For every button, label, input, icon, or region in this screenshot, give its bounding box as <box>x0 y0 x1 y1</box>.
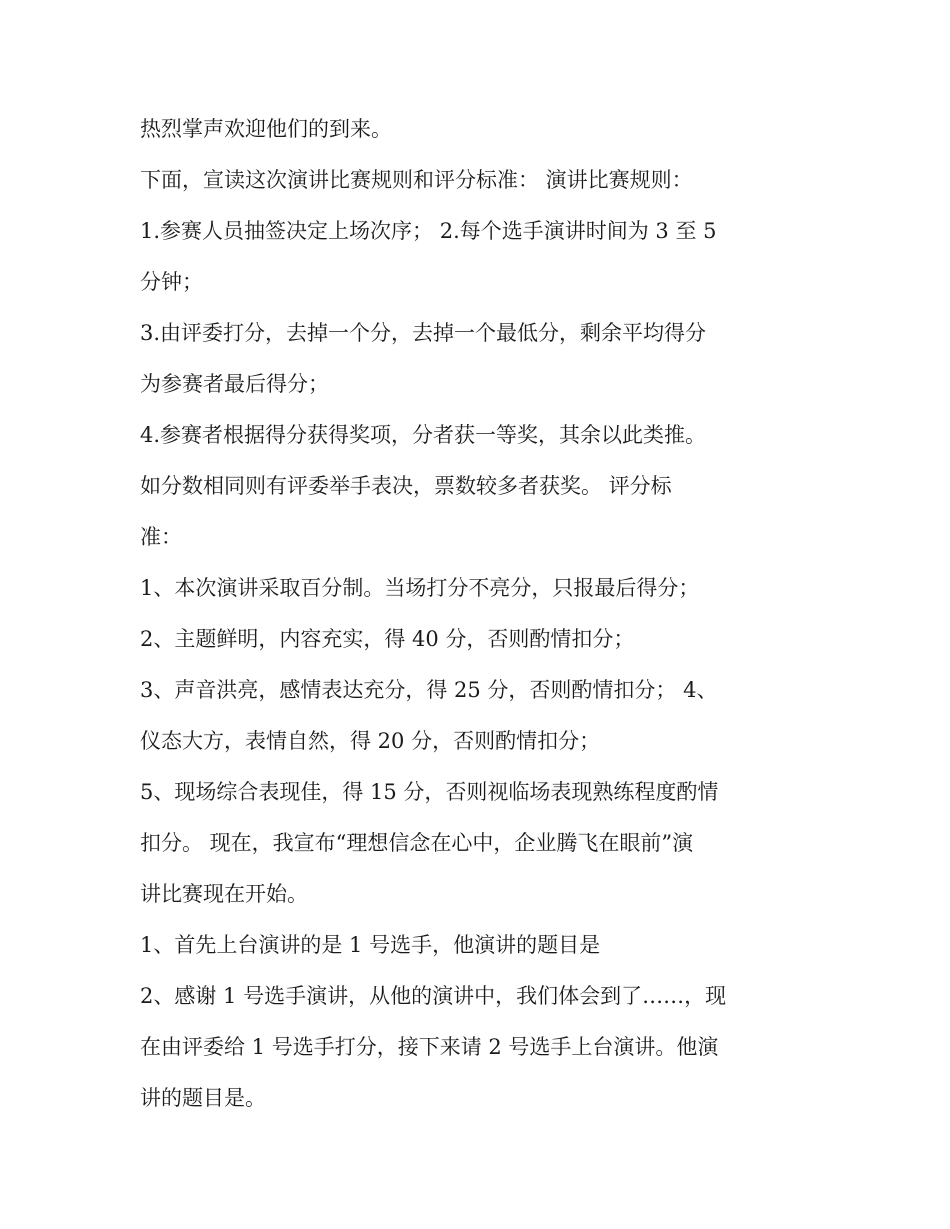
text-line: 为参赛者最后得分； <box>140 372 329 396</box>
text-line: 1.参赛人员抽签决定上场次序； 2.每个选手演讲时间为 3 至 5 <box>140 219 717 243</box>
text-line: 准： <box>140 525 182 549</box>
text-line: 2、感谢 1 号选手演讲，从他的演讲中，我们体会到了……，现 <box>140 984 727 1008</box>
text-line: 2、主题鲜明，内容充实，得 40 分，否则酌情扣分； <box>140 627 635 651</box>
text-line: 讲的题目是。 <box>140 1086 266 1110</box>
text-line: 3、声音洪亮，感情表达充分，得 25 分，否则酌情扣分； 4、 <box>140 678 718 702</box>
text-line: 讲比赛现在开始。 <box>140 882 308 906</box>
text-line: 4.参赛者根据得分获得奖项，分者获一等奖，其余以此类推。 <box>140 423 707 447</box>
text-line: 热烈掌声欢迎他们的到来。 <box>140 117 392 141</box>
text-line: 如分数相同则有评委举手表决，票数较多者获奖。 评分标 <box>140 474 672 498</box>
document-body <box>140 104 820 1124</box>
text-line: 分钟； <box>140 270 203 294</box>
text-line: 仪态大方，表情自然，得 20 分，否则酌情扣分； <box>140 729 601 753</box>
text-line: 扣分。 现在，我宣布“理想信念在心中，企业腾飞在眼前”演 <box>140 831 694 855</box>
text-line: 5、现场综合表现佳，得 15 分，否则视临场表现熟练程度酌情 <box>140 780 719 804</box>
text-line: 1、首先上台演讲的是 1 号选手，他演讲的题目是 <box>140 933 601 957</box>
text-line: 3.由评委打分，去掉一个分，去掉一个最低分，剩余平均得分 <box>140 321 707 345</box>
text-line: 在由评委给 1 号选手打分，接下来请 2 号选手上台演讲。他演 <box>140 1035 719 1059</box>
text-line: 1、本次演讲采取百分制。当场打分不亮分，只报最后得分； <box>140 576 700 600</box>
text-line: 下面，宣读这次演讲比赛规则和评分标准： 演讲比赛规则： <box>140 168 693 192</box>
